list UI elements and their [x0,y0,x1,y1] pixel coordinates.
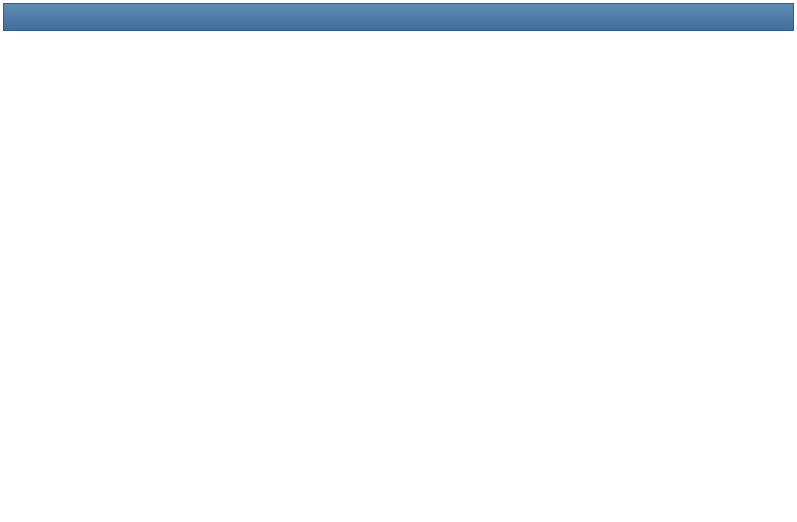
title-bar [3,3,794,31]
article-body [8,36,789,518]
